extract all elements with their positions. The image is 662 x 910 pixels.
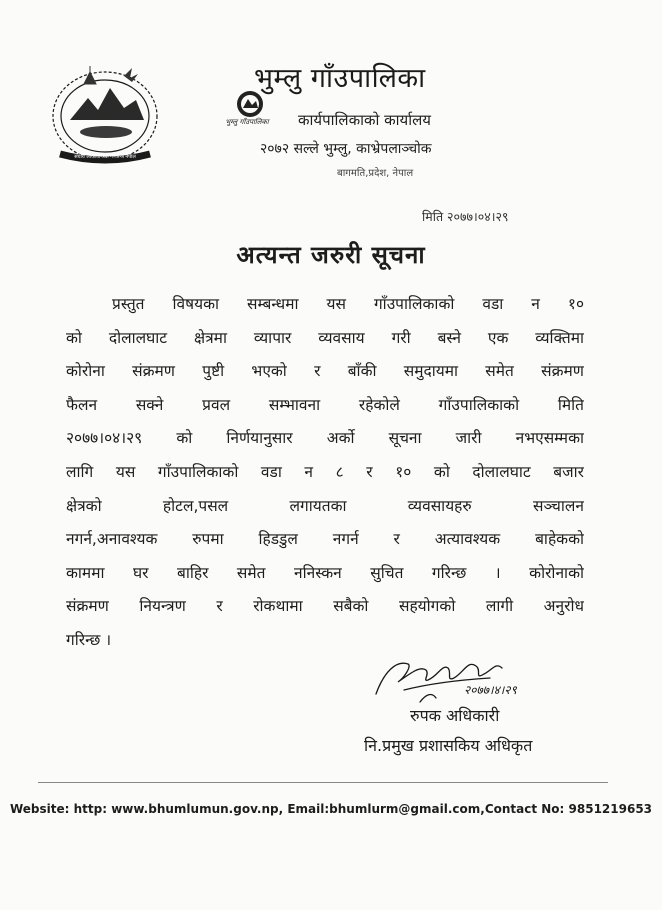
notice-body [66, 288, 584, 658]
svg-text:भुम्लु गाँउपालिका: भुम्लु गाँउपालिका [225, 118, 269, 126]
body-line: लागि यस गाँउपालिकाको वडा न ८ र १० को दोलालघाट बजार [66, 462, 584, 481]
svg-text:२०७७।४।२९: २०७७।४।२९ [464, 683, 517, 697]
body-line: प्रस्तुत विषयका सम्बन्धमा यस गाँउपालिकाको वडा न १० [112, 295, 584, 313]
signatory-designation: नि.प्रमुख प्रशासकिय अधिकृत [364, 736, 533, 755]
notice-date: मिति २०७७।०४।२९ [422, 209, 509, 224]
notice-title: अत्यन्त जरुरी सूचना [236, 241, 426, 269]
svg-text:संघीय लोकतान्त्रिक गणतन्त्र ने: संघीय लोकतान्त्रिक गणतन्त्र नेपाल [74, 154, 136, 160]
body-line: नगर्न,अनावश्यक रुपमा हिडडुल नगर्न र अत्यावश्यक बाहेकको [66, 530, 584, 549]
body-line: फैलन सक्ने प्रवल सम्भावना रहेकोले गाँउपालिकाको मिति [66, 395, 584, 414]
signatory-name: रुपक अधिकारी [410, 706, 500, 725]
body-line: कोरोना संक्रमण पुष्टी भएको र बाँकी समुदायमा समेत संक्रमण [66, 362, 584, 381]
province-line: बागमति,प्रदेश, नेपाल [337, 168, 414, 179]
body-line: २०७७।०४।२९ को निर्णयानुसार अर्को सूचना जारी नभएसम्मका [66, 429, 584, 448]
national-emblem [40, 58, 170, 170]
footer-divider [38, 782, 608, 783]
body-line: को दोलालघाट क्षेत्रमा व्यापार व्यवसाय गरी बस्ने एक व्यक्तिमा [66, 328, 584, 347]
body-line: क्षेत्रको होटल,पसल लगायतका व्यवसायहरु सञ्चालन [66, 496, 584, 515]
organization-name: भुम्लु गाँउपालिका [254, 63, 426, 94]
handwritten-signature [368, 642, 580, 712]
body-line: संक्रमण नियन्त्रण र रोकथामा सबैको सहयोगको लागी अनुरोध [66, 597, 584, 616]
body-line: काममा घर बाहिर समेत ननिस्कन सुचित गरिन्छ । कोरोनाको [66, 563, 584, 582]
office-address: २०७२ सल्ले भुम्लु, काभ्रेपलाञ्चोक [260, 141, 432, 157]
office-name: कार्यपालिकाको कार्यालय [298, 111, 432, 129]
body-line: गरिन्छ । [66, 630, 112, 649]
footer-contact: Website: http: www.bhumlumun.gov.np, Email:bhumlurm@gmail.com,Contact No: 9851219653 [9, 802, 653, 816]
